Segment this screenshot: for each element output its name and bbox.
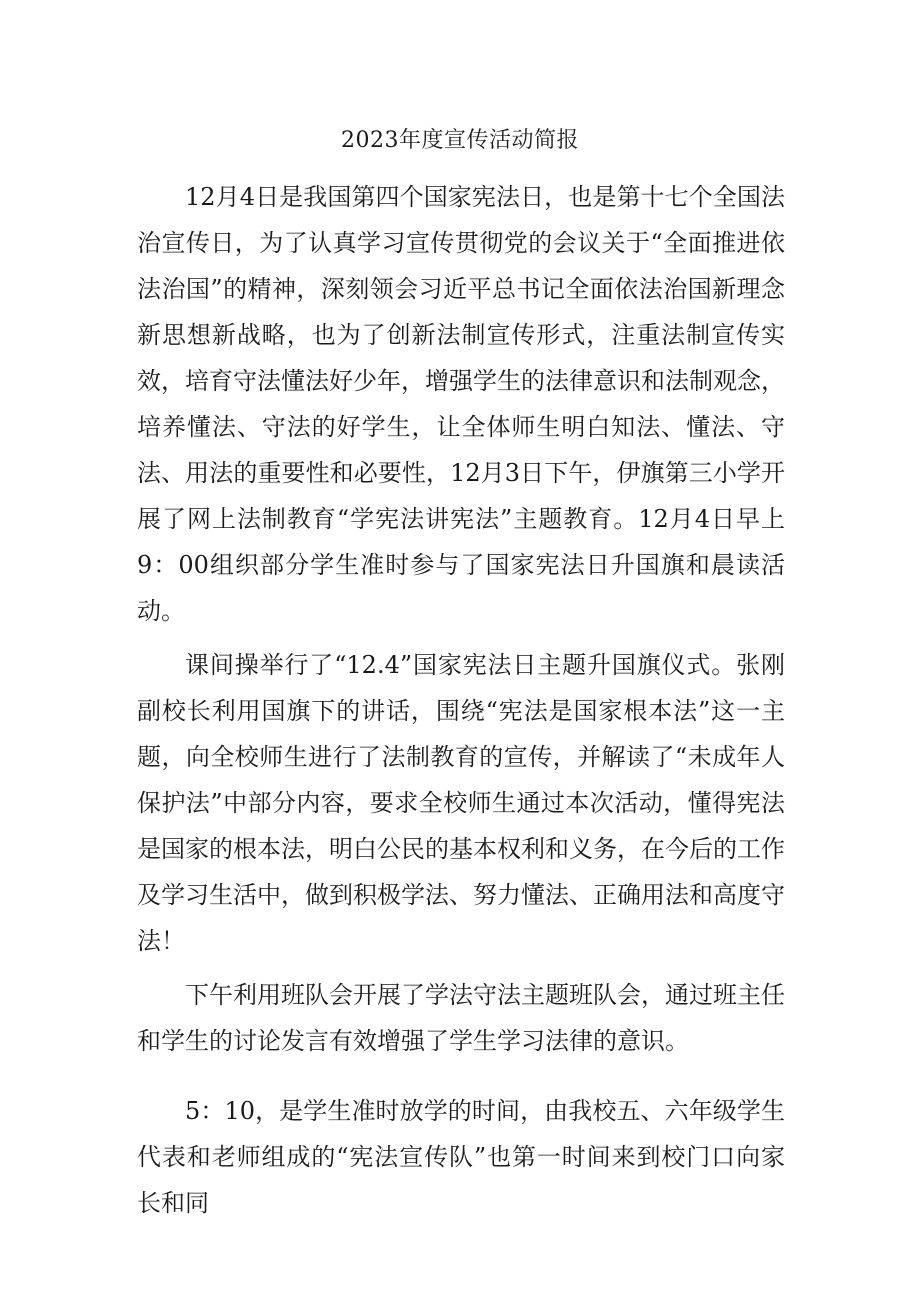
paragraph-4: 5：10，是学生准时放学的时间，由我校五、六年级学生代表和老师组成的“宪法宣传队”也第一时间来到校门口向家长和同: [137, 1097, 785, 1217]
paragraph-2: 课间操举行了“12.4”国家宪法日主题升国旗仪式。张刚副校长利用国旗下的讲话，围绕“宪法是国家根本法”这一主题，向全校师生进行了法制教育的宣传，并解读了“未成年人保护法”中部分内容，要求全校师生通过本次活动，懂得宪法是国家的根本法，明白公民的基本权利和义务，在今后的工作及学习生活中，做到积极学法、努力懂法、正确用法和高度守法！: [137, 651, 785, 955]
paragraph-3: 下午利用班队会开展了学法守法主题班队会，通过班主任和学生的讨论发言有效增强了学生学习法律的意识。: [137, 981, 785, 1055]
paragraph-1: 12月4日是我国第四个国家宪法日，也是第十七个全国法治宣传日，为了认真学习宣传贯彻党的会议关于“全面推进依法治国”的精神，深刻领会习近平总书记全面依法治国新理念新思想新战略，也为了创新法制宣传形式，注重法制宣传实效，培育守法懂法好少年，增强学生的法律意识和法制观念，培养懂法、守法的好学生，让全体师生明白知法、懂法、守法、用法的重要性和必要性，12月3日下午，伊旗第三小学开展了网上法制教育“学宪法讲宪法”主题教育。12月4日早上9：00组织部分学生准时参与了国家宪法日升国旗和晨读活动。: [137, 183, 785, 625]
document-body: [137, 174, 785, 1226]
document-title: 2023年度宣传活动简报: [341, 128, 579, 153]
